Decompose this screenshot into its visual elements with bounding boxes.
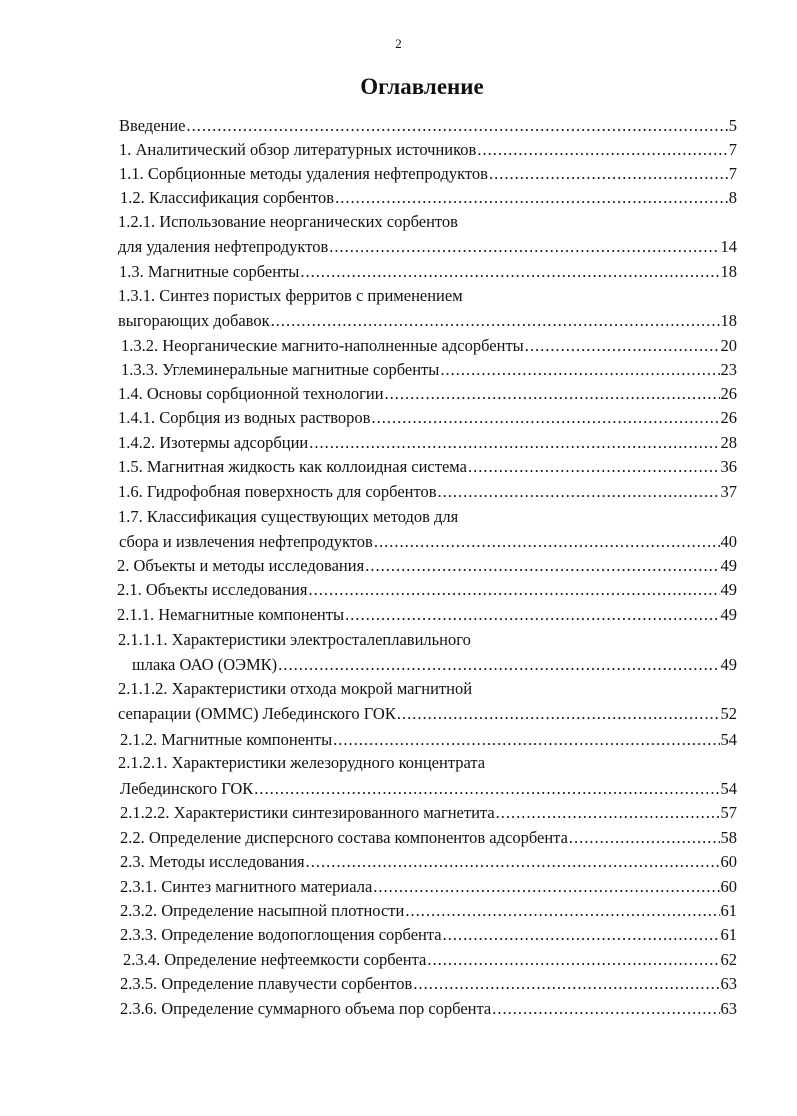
dot-leader	[373, 875, 719, 899]
toc-entry-title: 1.3.3. Углеминеральные магнитные сорбенты	[121, 360, 440, 379]
toc-entry[interactable]	[120, 728, 737, 752]
toc-entry-page: 18	[720, 262, 737, 281]
toc-entry-page: 20	[720, 336, 737, 355]
toc-entry-title: 1.5. Магнитная жидкость как коллоидная система	[118, 457, 467, 476]
toc-entry-title: 1.3.2. Неорганические магнито-наполненные адсорбенты	[121, 336, 524, 355]
toc-entry[interactable]	[120, 801, 737, 825]
dot-leader	[365, 554, 719, 578]
toc-entry[interactable]	[119, 260, 737, 284]
toc-entry[interactable]	[118, 309, 737, 333]
toc-entry-page: 54	[720, 730, 737, 749]
toc-entry[interactable]	[118, 284, 463, 308]
toc-entry[interactable]	[118, 480, 737, 504]
toc-entry-title: 2.1.1.1. Характеристики электросталеплавильного	[118, 630, 471, 649]
toc-entry[interactable]	[118, 702, 737, 726]
dot-leader	[440, 358, 719, 382]
toc-entry-title: 1.6. Гидрофобная поверхность для сорбентов	[118, 482, 437, 501]
dot-leader	[278, 653, 719, 677]
toc-entry-title: 2.3.1. Синтез магнитного материала	[120, 877, 373, 896]
toc-entry[interactable]	[117, 554, 737, 578]
toc-entry[interactable]	[119, 114, 737, 138]
toc-entry[interactable]	[119, 138, 737, 162]
toc-entry-title: Введение	[119, 116, 186, 135]
dot-leader	[427, 948, 719, 972]
toc-entry-title: 2.1.2.2. Характеристики синтезированного магнетита	[120, 803, 495, 822]
toc-entry[interactable]	[118, 751, 485, 775]
toc-entry[interactable]	[117, 603, 737, 627]
toc-entry-title: 2.1.2. Магнитные компоненты	[120, 730, 333, 749]
dot-leader	[335, 186, 728, 210]
dot-leader	[300, 260, 719, 284]
toc-entry-title: 1.7. Классификация существующих методов для	[118, 507, 459, 526]
dot-leader	[254, 777, 719, 801]
toc-entry[interactable]	[118, 628, 471, 652]
toc-entry-page: 37	[720, 482, 737, 501]
toc-entry-page: 54	[720, 779, 737, 798]
dot-leader	[309, 431, 719, 455]
toc-entry[interactable]	[118, 431, 737, 455]
dot-leader	[333, 728, 719, 752]
toc-entry[interactable]	[119, 162, 737, 186]
dot-leader	[371, 406, 719, 430]
toc-entry[interactable]	[118, 235, 737, 259]
dot-leader	[308, 578, 719, 602]
toc-entry[interactable]	[120, 186, 737, 210]
dot-leader	[413, 972, 719, 996]
toc-entry-page: 58	[720, 828, 737, 847]
toc-entry[interactable]	[117, 578, 737, 602]
page-number: 2	[395, 36, 402, 51]
toc-entry-title: 2.3. Методы исследования	[120, 852, 305, 871]
toc-entry-title: 2.1. Объекты исследования	[117, 580, 308, 599]
toc-entry-title: 2.1.1.2. Характеристики отхода мокрой магнитной	[118, 679, 473, 698]
toc-entry-page: 7	[728, 140, 737, 159]
dot-leader	[385, 382, 720, 406]
toc-entry-page: 49	[720, 605, 737, 624]
toc-entry-page: 49	[720, 556, 737, 575]
toc-entry-page: 63	[720, 974, 737, 993]
dot-leader	[397, 702, 720, 726]
toc-entry-page: 62	[720, 950, 737, 969]
toc-entry[interactable]	[121, 358, 737, 382]
toc-entry-title: 1.2. Классификация сорбентов	[120, 188, 335, 207]
dot-leader	[438, 480, 720, 504]
toc-entry-title: 1.1. Сорбционные методы удаления нефтепродуктов	[119, 164, 488, 183]
toc-entry[interactable]	[120, 777, 737, 801]
toc-entry-title: 2.3.6. Определение суммарного объема пор сорбента	[120, 999, 492, 1018]
toc-entry-title: 1. Аналитический обзор литературных источников	[119, 140, 477, 159]
toc-entry-page: 8	[728, 188, 737, 207]
toc-entry-page: 28	[720, 433, 737, 452]
dot-leader	[477, 138, 727, 162]
toc-entry-title: выгорающих добавок	[118, 311, 270, 330]
toc-entry-page: 14	[720, 237, 737, 256]
dot-leader	[306, 850, 720, 874]
toc-entry-page: 5	[728, 116, 737, 135]
toc-entry-page: 18	[720, 311, 737, 330]
dot-leader	[187, 114, 728, 138]
toc-entry[interactable]	[118, 505, 458, 529]
dot-leader	[374, 530, 720, 554]
toc-entry-title: 1.3. Магнитные сорбенты	[119, 262, 300, 281]
toc-entry-title: 2.3.4. Определение нефтеемкости сорбента	[123, 950, 427, 969]
toc-entry-title: сбора и извлечения нефтепродуктов	[119, 532, 373, 551]
toc-entry[interactable]	[119, 530, 737, 554]
toc-entry-page: 61	[720, 925, 737, 944]
toc-entry-title: 2.3.2. Определение насыпной плотности	[120, 901, 405, 920]
toc-entry-page: 40	[720, 532, 737, 551]
toc-entry[interactable]	[121, 334, 737, 358]
toc-entry[interactable]	[120, 875, 737, 899]
toc-entry-title: 1.3.1. Синтез пористых ферритов с применением	[118, 286, 463, 305]
toc-entry-title: 2.2. Определение дисперсного состава компонентов адсорбента	[120, 828, 568, 847]
toc-entry-title: 2.1.2.1. Характеристики железорудного концентрата	[118, 753, 486, 772]
toc-entry-page: 26	[720, 408, 737, 427]
toc-entry[interactable]	[120, 826, 737, 850]
toc-entry-title: 2.1.1. Немагнитные компоненты	[117, 605, 345, 624]
toc-entry-title: шлака ОАО (ОЭМК)	[132, 655, 278, 674]
dot-leader	[443, 923, 720, 947]
dot-leader	[468, 455, 720, 479]
toc-entry-title: 1.2.1. Использование неорганических сорбентов	[118, 212, 458, 231]
dot-leader	[329, 235, 719, 259]
dot-leader	[405, 899, 719, 923]
toc-entry[interactable]	[120, 850, 737, 874]
toc-entry[interactable]	[132, 653, 737, 677]
toc-entry[interactable]	[118, 677, 472, 701]
toc-entry-page: 26	[720, 384, 737, 403]
toc-entry-title: для удаления нефтепродуктов	[118, 237, 329, 256]
toc-entry-page: 52	[720, 704, 737, 723]
toc-entry-page: 7	[728, 164, 737, 183]
toc-entry-page: 23	[720, 360, 737, 379]
toc-entry-title: 1.4.2. Изотермы адсорбции	[118, 433, 309, 452]
toc-entry[interactable]	[118, 406, 737, 430]
toc-entry[interactable]	[118, 210, 458, 234]
toc-entry-title: сепарации (ОММС) Лебединского ГОК	[118, 704, 396, 723]
dot-leader	[525, 334, 720, 358]
toc-entry-title: 1.4.1. Сорбция из водных растворов	[118, 408, 371, 427]
toc-entry-page: 60	[720, 877, 737, 896]
toc-entry-page: 60	[720, 852, 737, 871]
dot-leader	[345, 603, 719, 627]
dot-leader	[271, 309, 720, 333]
toc-entry-title: 1.4. Основы сорбционной технологии	[118, 384, 384, 403]
dot-leader	[492, 997, 719, 1021]
toc-entry-page: 49	[720, 655, 737, 674]
toc-entry-title: Лебединского ГОК	[120, 779, 254, 798]
toc-entry[interactable]	[120, 923, 737, 947]
toc-entry-page: 36	[720, 457, 737, 476]
toc-entry-page: 63	[720, 999, 737, 1018]
toc-entry[interactable]	[118, 382, 737, 406]
toc-entry-title: 2.3.3. Определение водопоглощения сорбента	[120, 925, 442, 944]
toc-entry[interactable]	[120, 899, 737, 923]
toc-entry[interactable]	[118, 455, 737, 479]
toc-entry-page: 61	[720, 901, 737, 920]
dot-leader	[489, 162, 728, 186]
toc-entry-page: 49	[720, 580, 737, 599]
toc-entry[interactable]	[123, 948, 737, 972]
toc-entry[interactable]	[120, 997, 737, 1021]
dot-leader	[496, 801, 720, 825]
toc-entry-title: 2.3.5. Определение плавучести сорбентов	[120, 974, 413, 993]
toc-entry[interactable]	[120, 972, 737, 996]
toc-entry-page: 57	[720, 803, 737, 822]
page-title: Оглавление	[360, 74, 484, 99]
toc-entry-title: 2. Объекты и методы исследования	[117, 556, 365, 575]
dot-leader	[569, 826, 720, 850]
